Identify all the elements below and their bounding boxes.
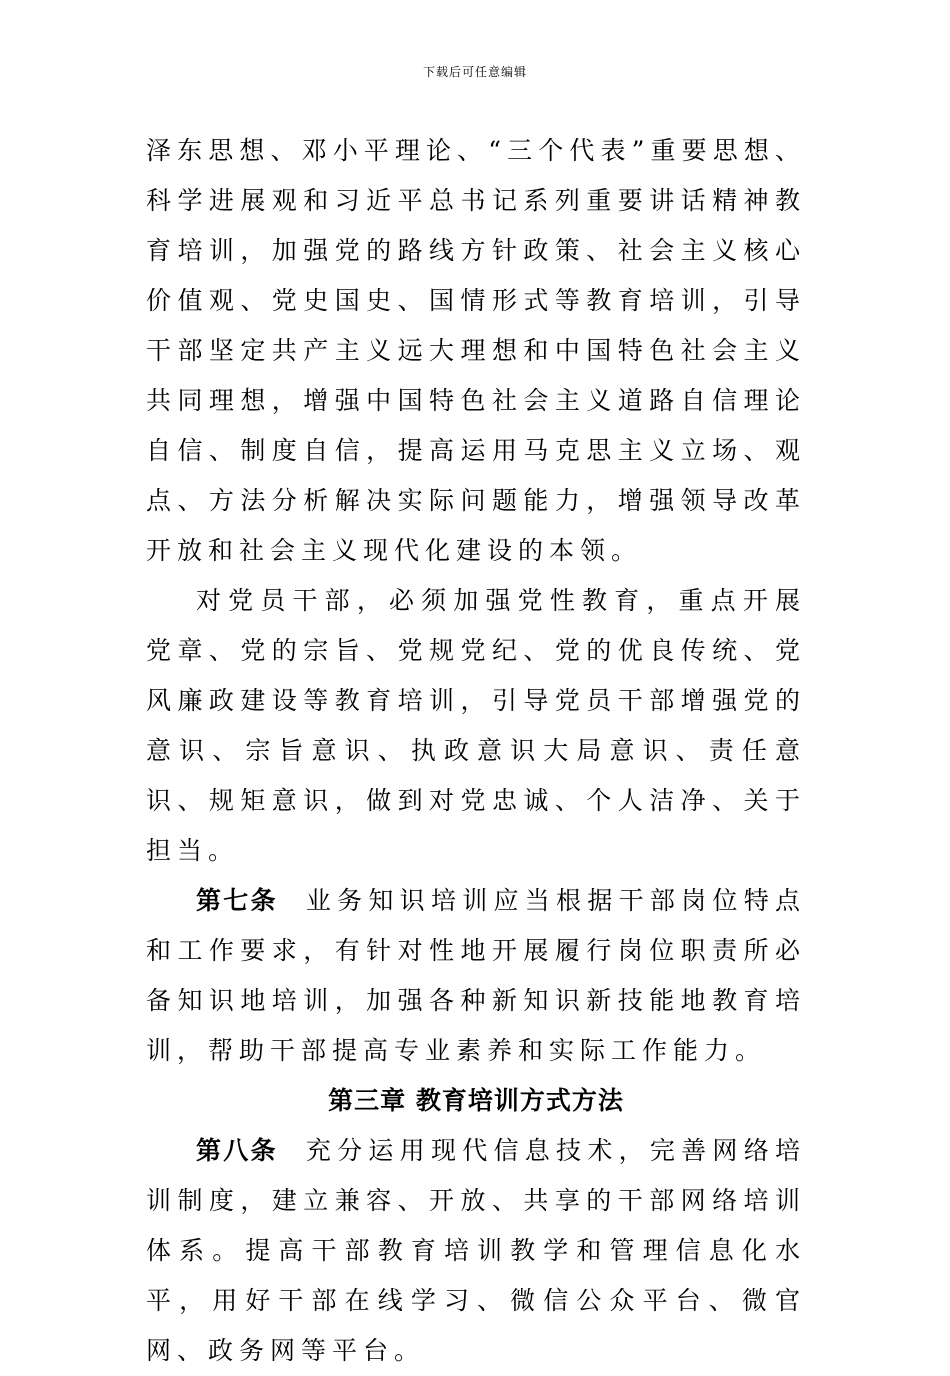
article-8-label: 第八条 <box>196 1136 278 1165</box>
article-7-paragraph <box>146 876 806 1076</box>
paragraph-party-education: 对党员干部，必须加强党性教育，重点开展党章、党的宗旨、党规党纪、党的优良传统、党风廉政建设等教育培训，引导党员干部增强党的意识、宗旨意识、执政意识大局意识、责任意识、规矩意识，做到对党忠诚、个人洁净、关于担当。 <box>146 586 806 865</box>
chapter-heading: 第三章 教育培训方式方法 <box>328 1086 624 1115</box>
document-body <box>146 126 806 1376</box>
article-7-text: 业务知识培训应当根据干部岗位特点和工作要求，有针对性地开展履行岗位职责所必备知识地培训，加强各种新知识新技能地教育培训，帮助干部提高专业素养和实际工作能力。 <box>146 886 806 1065</box>
article-8-paragraph <box>146 1126 806 1376</box>
paragraph-continued: 泽东思想、邓小平理论、“三个代表”重要思想、科学进展观和习近平总书记系列重要讲话精神教育培训，加强党的路线方针政策、社会主义核心价值观、党史国史、国情形式等教育培训，引导干部坚定共产主义远大理想和中国特色社会主义共同理想，增强中国特色社会主义道路自信理论自信、制度自信，提高运用马克思主义立场、观点、方法分析解决实际问题能力，增强领导改革开放和社会主义现代化建设的本领。 <box>146 136 806 565</box>
article-8-text: 充分运用现代信息技术，完善网络培训制度，建立兼容、开放、共享的干部网络培训体系。提高干部教育培训教学和管理信息化水平，用好干部在线学习、微信公众平台、微官网、政务网等平台。 <box>146 1136 806 1365</box>
article-7-label: 第七条 <box>196 886 278 915</box>
page-header: 下载后可任意编辑 <box>422 65 527 79</box>
